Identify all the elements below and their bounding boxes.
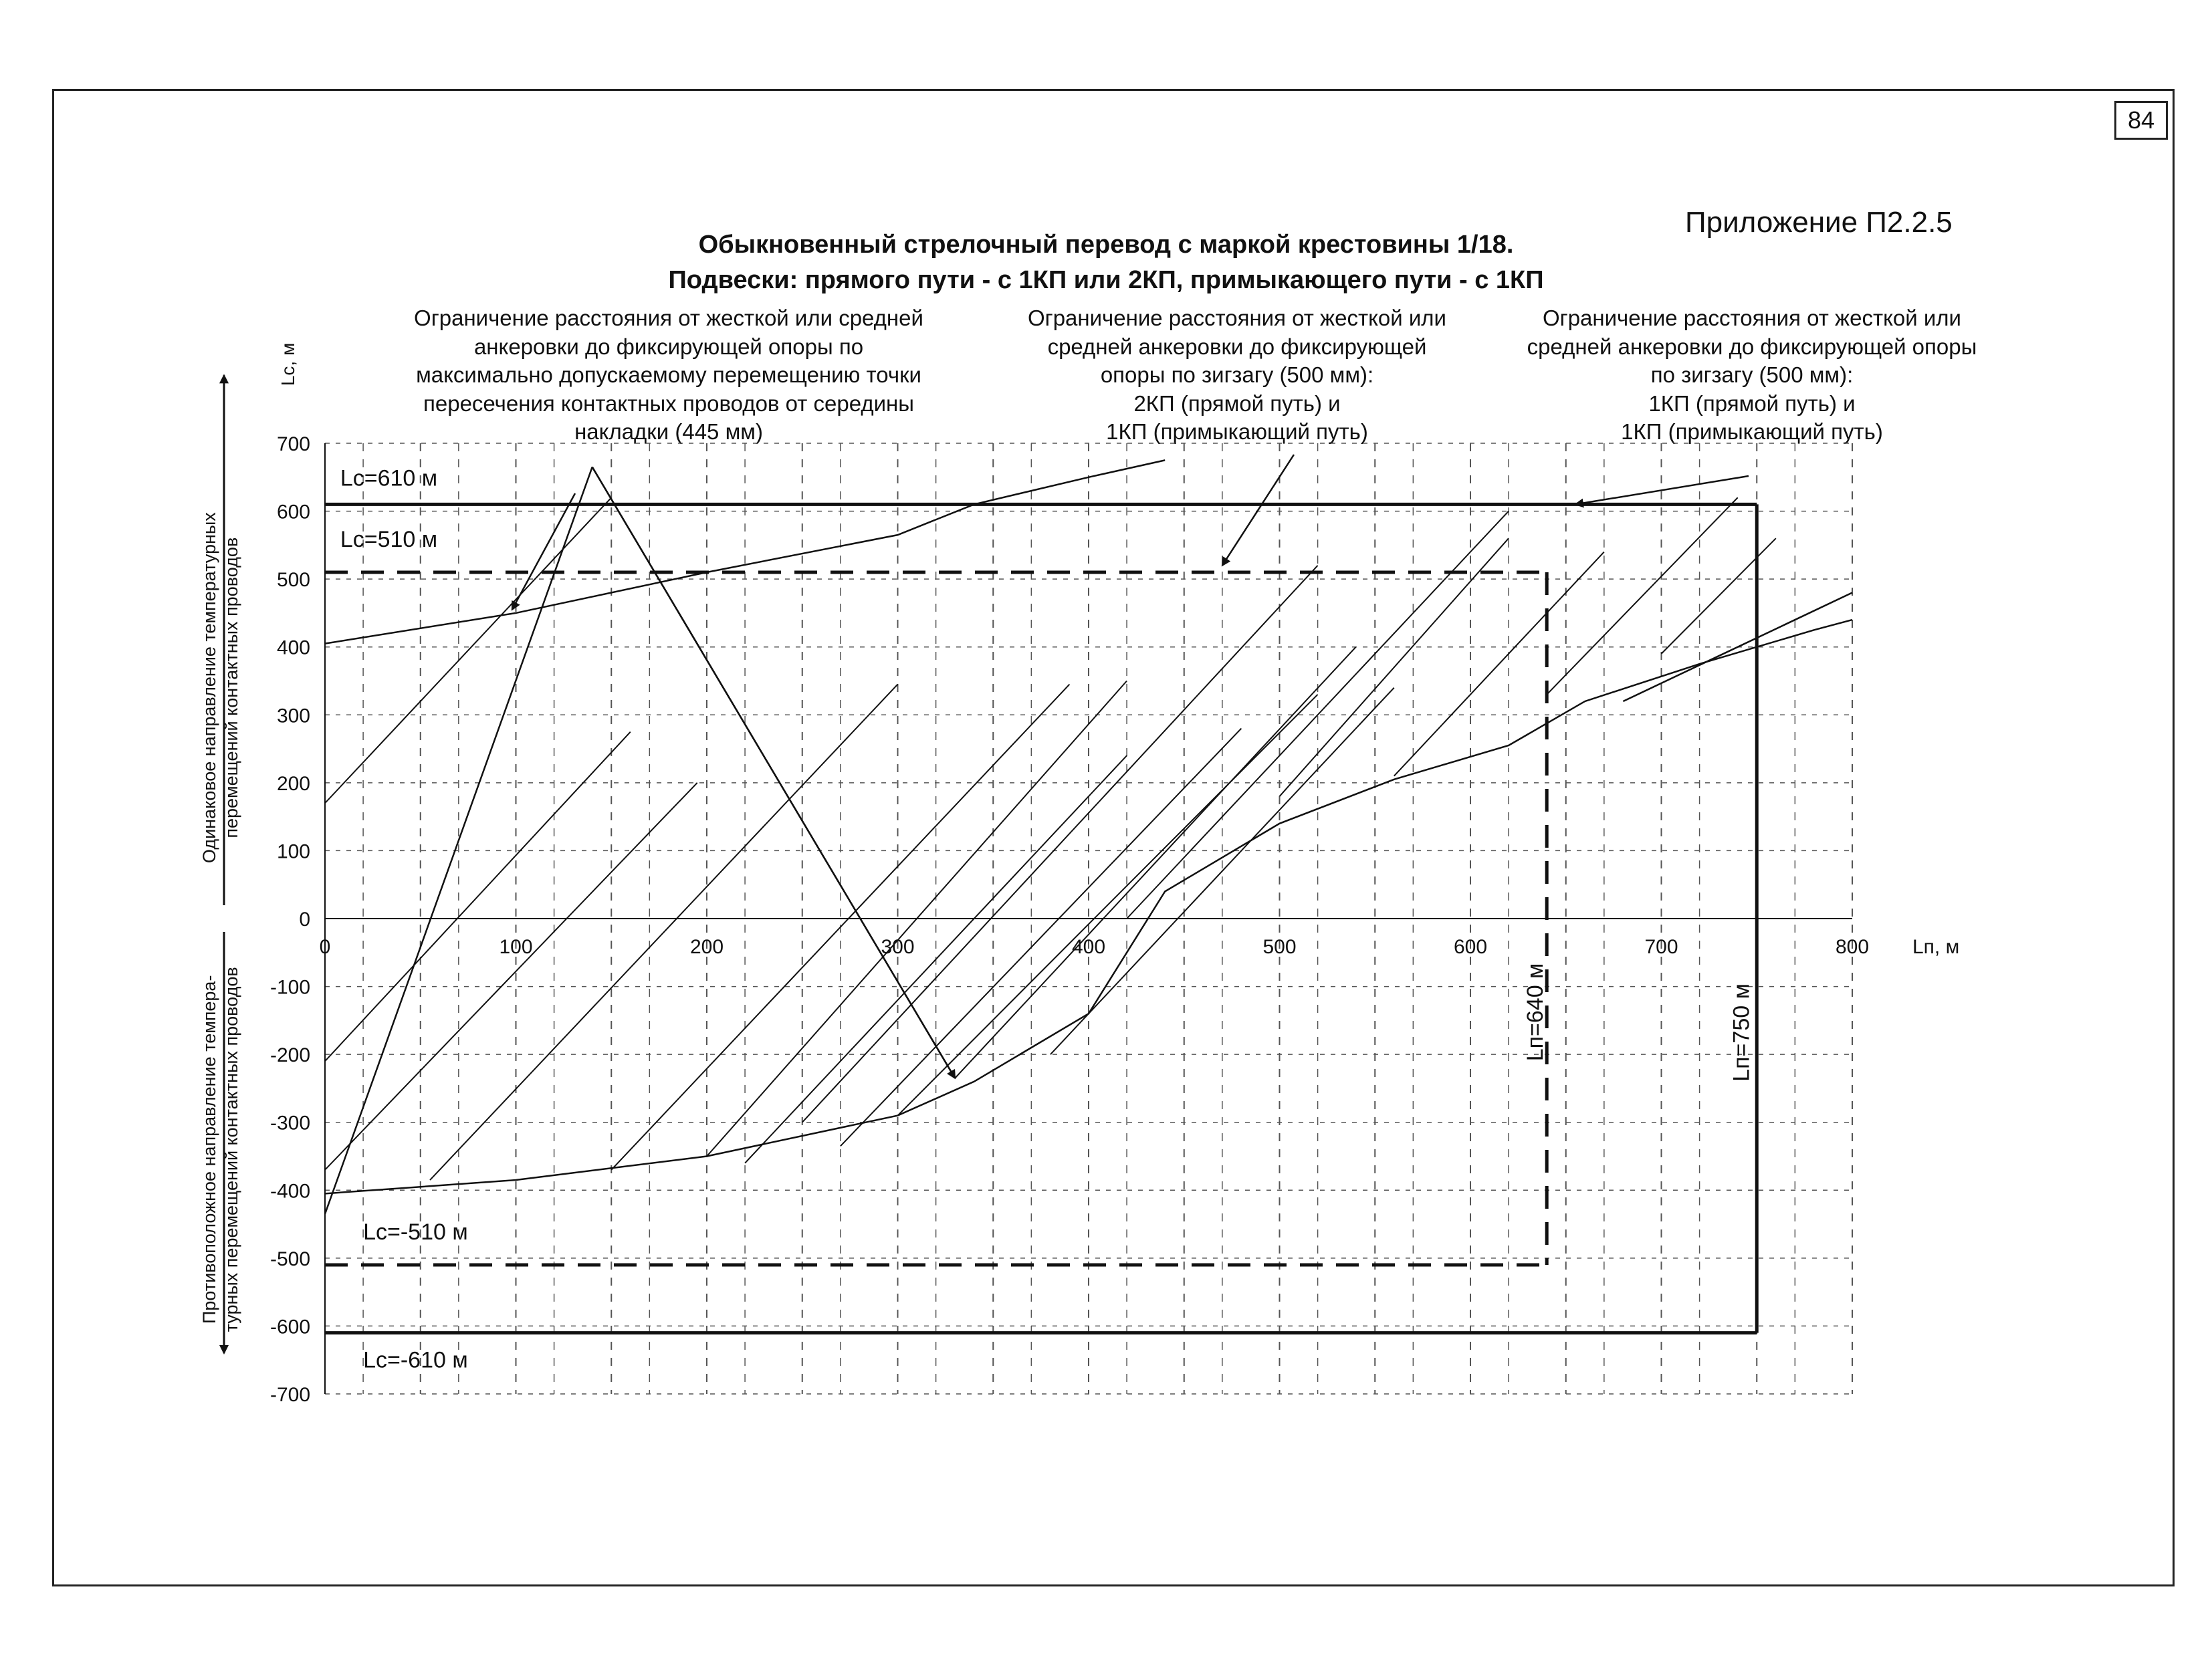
hatch-line <box>1050 688 1394 1054</box>
label-lc-m610: Lc=-610 м <box>363 1347 468 1373</box>
side-label-lower: Противоположное направление темпера- <box>199 975 219 1324</box>
hatch-line <box>802 566 1318 1122</box>
hatch-line <box>430 685 897 1180</box>
y-tick-label: -100 <box>269 976 310 999</box>
annotation-middle-line: 2КП (прямой путь) и <box>1133 390 1341 416</box>
x-tick-label: 800 <box>1835 936 1870 958</box>
label-ln-750: Lп=750 м <box>1729 983 1755 1082</box>
annotation-middle-line: средней анкеровки до фиксирующей <box>1047 334 1427 359</box>
label-lc-510: Lc=510 м <box>340 526 438 552</box>
y-axis-label: Lc, м <box>278 342 298 386</box>
x-tick-label: 600 <box>1453 936 1488 958</box>
hatch-line <box>611 685 1069 1170</box>
y-tick-label: 700 <box>276 433 310 455</box>
hatch-line <box>1394 552 1604 776</box>
annotation-right-line: средней анкеровки до фиксирующей опоры <box>1527 334 1977 359</box>
side-label-upper: Одинаковое направление температурных <box>199 512 219 864</box>
y-tick-label: 0 <box>299 909 310 931</box>
y-tick-label: 300 <box>276 705 310 727</box>
annotation-middle-line: Ограничение расстояния от жесткой или <box>1027 306 1446 330</box>
y-tick-label: 600 <box>276 501 310 523</box>
y-tick-label: -400 <box>269 1180 310 1203</box>
annotation-right-line: 1КП (прямой путь) и <box>1648 390 1856 416</box>
y-tick-label: 100 <box>276 840 310 863</box>
hatch-line <box>325 783 697 1170</box>
x-tick-label: 100 <box>499 936 533 958</box>
annotation-arrow <box>1575 476 1749 504</box>
y-tick-label: -700 <box>269 1384 310 1406</box>
x-tick-label: 0 <box>319 936 331 958</box>
x-tick-label: 200 <box>689 936 724 958</box>
side-label-lower: турных перемещений контактных проводов <box>221 967 241 1332</box>
y-tick-label: -300 <box>269 1112 310 1135</box>
y-tick-label: -600 <box>269 1316 310 1338</box>
chart-text <box>199 343 1959 1406</box>
label-lc-610: Lc=610 м <box>340 465 438 491</box>
label-lc-m510: Lc=-510 м <box>363 1219 468 1246</box>
annotation-right-line: Ограничение расстояния от жесткой или <box>1542 306 1961 330</box>
annotation-right-line: по зигзагу (500 мм): <box>1650 362 1854 387</box>
y-tick-label: 500 <box>276 569 310 592</box>
label-ln-640: Lп=640 м <box>1523 963 1549 1062</box>
annotation-left-line: Ограничение расстояния от жесткой или средней <box>414 306 923 330</box>
x-tick-label: 300 <box>881 936 915 958</box>
hatch-line <box>898 695 1318 1116</box>
annotation-arrow <box>1222 455 1294 566</box>
annotation-middle-line: 1КП (примыкающий путь) <box>1106 419 1368 444</box>
hatch-line <box>1547 497 1738 695</box>
x-tick-label: 700 <box>1644 936 1678 958</box>
x-tick-label: 400 <box>1071 936 1106 958</box>
annotation-left-line: пересечения контактных проводов от середины <box>423 390 914 416</box>
annotation-middle-line: опоры по зигзагу (500 мм): <box>1100 362 1374 387</box>
appendix-label: Приложение П2.2.5 <box>1685 206 1953 239</box>
side-label-upper: перемещений контактных проводов <box>221 537 241 838</box>
chart-title-line-1: Обыкновенный стрелочный перевод с маркой крестовины 1/18. <box>698 231 1514 259</box>
x-tick-label: 500 <box>1262 936 1297 958</box>
page-number: 84 <box>2114 101 2168 140</box>
chart-title-line-2: Подвески: прямого пути - с 1КП или 2КП, примыкающего пути - с 1КП <box>668 266 1544 294</box>
hatch-line <box>1280 538 1509 796</box>
series-line <box>325 460 1165 643</box>
annotation-arrows <box>224 375 1749 1353</box>
y-tick-label: 200 <box>276 772 310 795</box>
y-tick-label: 400 <box>276 636 310 659</box>
hatch-lines <box>325 497 1776 1180</box>
y-tick-label: -500 <box>269 1248 310 1270</box>
hatch-line <box>955 647 1356 1078</box>
annotation-right-line: 1КП (примыкающий путь) <box>1621 419 1883 444</box>
annotation-left-line: анкеровки до фиксирующей опоры по <box>473 334 864 359</box>
y-tick-label: -200 <box>269 1044 310 1067</box>
annotation-left-line: максимально допускаемому перемещению точки <box>416 362 921 387</box>
series-line <box>1623 592 1852 701</box>
annotation-left-line: накладки (445 мм) <box>574 419 763 444</box>
x-axis-label: Lп, м <box>1912 936 1960 958</box>
